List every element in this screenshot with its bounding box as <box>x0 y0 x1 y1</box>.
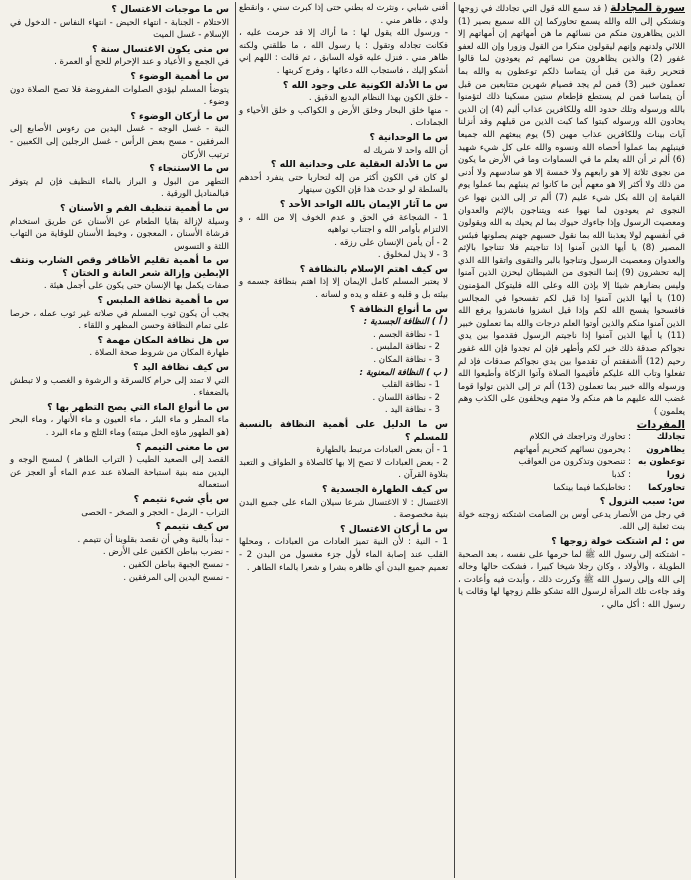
answer-item: - خلق الكون بهذا النظام البديع الدقيق . <box>308 93 448 104</box>
answer: لو كان في الكون أكثر من إله لتحاربا حتى ينفرد أحدهم بالسلطة لو لو حدث هذا فإن الكون سينهار <box>239 172 448 196</box>
vocab-meaning: : تخاطبكما فيما بينكما <box>553 482 631 493</box>
column-left <box>7 2 232 878</box>
list-item: 2 - نظافة الملبس . <box>370 342 440 353</box>
question: س ما أنواع النظافة ؟ <box>349 303 448 315</box>
vocab-term: توعظون به <box>637 457 685 468</box>
question: س كيف الطهارة الجسدية ؟ <box>321 483 448 495</box>
answer: وسيلة لإزالة بقايا الطعام عن الأسنان عن طريق استخدام فرشاة الأسنان ، المعجون ، وخيط الأسنان للوقاية من التهاب اللثة و التسوس <box>10 216 229 252</box>
question: س كيف نتيمم ؟ <box>155 521 229 533</box>
answer: يجب أن يكون ثوب المسلم في صلاته غير ثوب عمله ، حرصا على تمام النظافة وحسن المظهر و اللقاء . <box>10 308 229 332</box>
question: س متى يكون الاغتسال سنة ؟ <box>91 43 229 55</box>
list-item: 3 - نظافة المكان . <box>373 355 440 366</box>
question: س ما الأدلة العقلية على وحدانية الله ؟ <box>270 159 448 171</box>
vocab-meaning: : يحرمون نسائهم كتحريم أمهاتهم <box>513 444 631 455</box>
answer-item: 1 - الشجاعة في الحق و عدم الخوف إلا من الله ، و الالتزام بأوامر الله و اجتناب نواهيه <box>239 212 448 236</box>
question: س ما أركان الوضوء ؟ <box>130 110 229 122</box>
answer-item: 2 - بعض العبادات لا تصح إلا بها كالصلاة و الطواف و التعبد بتلاوة القرآن . <box>239 457 448 481</box>
answer: الاحتلام - الجنابة - انتهاء الحيض - انتهاء النفاس - الدخول في الإسلام - غسل الميت <box>10 17 229 41</box>
answer: في رجل من الأنصار يدعى أوس بن الصامت اشتكته زوجته خولة بنت ثعلبة إلى الله. <box>458 509 685 533</box>
vocab-term: تجادلك <box>656 432 685 443</box>
answer: التي لا تمتد إلى حرام كالسرقة و الرشوة و الغصب و لا تبطش بالضعفاء . <box>10 375 229 399</box>
answer-item: - نضرب بباطن الكفين على الأرض . <box>102 547 229 558</box>
vocab-row <box>458 469 685 482</box>
question: س هل نظافة المكان مهمة ؟ <box>97 334 229 346</box>
answer: لا يعتبر المسلم كامل الإيمان إلا إذا اهتم بنظافة جسمه و بيئته بل و قلبه و عقله و يده و لسانه . <box>239 277 448 301</box>
question: س كيف اهتم الإسلام بالنظافة ؟ <box>299 263 448 275</box>
question: س ما موجبات الاغتسال ؟ <box>111 4 229 15</box>
answer-item: 1 - أن بعض العبادات مرتبط بالطهارة <box>316 445 448 456</box>
answer: التراب - الرمل - الحجر و الصخر - الحصى <box>81 507 229 518</box>
list-item: 1 - نظافة الجسم . <box>373 329 440 340</box>
answer-item: 2 - أن يأمن الإنسان على رزقه . <box>334 237 448 248</box>
answer: في الجمع و الأعياد و عند الإحرام للحج أو العمرة . <box>54 57 229 68</box>
answer: التطهر من البول و البراز بالماء النظيف فإن لم يتوفر فبالمناديل الورقية . <box>10 176 229 200</box>
answer: أفنى شبابي ، ونثرت له بطني حتى إذا كبرت سني ، وانقطع ولدي ، ظاهر مني . <box>239 3 448 26</box>
question: س : لم اشتكت خولة زوجها ؟ <box>551 535 685 547</box>
question: س ما آثار الإيمان بالله الواحد الأحد ؟ <box>279 198 448 210</box>
question: س ما أهمية تنظيف الفم و الأسنان ؟ <box>60 202 229 214</box>
column-middle <box>235 2 451 878</box>
surah-verses: ( قد سمع الله قول التي تجادلك في زوجها وتشتكي إلى الله والله يسمع تحاوركما إن الله سميع بصير (1) الذين يظاهرون منكم من نسائهم ما هن أمهاتهم إن أمهاتهم إلا اللائي ولدنهم وإنهم ليقولون منكرا من القول وزورا وإن الله لعفو غفور (2) والذين يظاهرون من نسائهم ثم يعودون لما قالوا فتحرير رقبة من قبل أن يتماسا ذلكم توعظون به والله بما تعملون خبير (3) فمن لم يجد فصيام شهرين متتابعين من قبل أن يتماسا فمن لم يستطع فإطعام ستين مسكينا ذلك لتؤمنوا بالله ورسوله وتلك حدود الله وللكافرين عذاب أليم (4) إن الذين يحادون الله ورسوله كبتوا كما كبت الذين من قبلهم وقد أنزلنا آيات بينات وللكافرين عذاب مهين (5) يوم يبعثهم الله جميعا فينبئهم بما عملوا أحصاه الله ونسوه والله على كل شيء شهيد (6) ألم تر أن الله يعلم ما في السماوات وما في الأرض ما يكون من نجوى ثلاثة إلا هو رابعهم ولا خمسة إلا هو سادسهم ولا أدنى من ذلك ولا أكثر إلا هو معهم أين ما كانوا ثم ينبئهم بما عملوا يوم القيامة إن الله بكل شيء عليم (7) ألم تر إلى الذين نهوا عن النجوى ثم يعودون لما نهوا عنه ويتناجون بالإثم والعدوان ومعصيت الرسول وإذا جاءوك حيوك بما لم يحيك به الله ويقولون في أنفسهم لولا يعذبنا الله بما نقول حسبهم جهنم يصلونها فبئس المصير (8) يا أيها الذين آمنوا إذا تناجيتم فلا تتناجوا بالإثم والعدوان ومعصيت الرسول وتناجوا بالبر والتقوى واتقوا الله الذي إليه تحشرون (9) إنما النجوى من الشيطان ليحزن الذين آمنوا وليس بضارهم شيئا إلا بإذن الله وعلى الله فليتوكل المؤمنون (10) يا أيها الذين آمنوا إذا قيل لكم تفسحوا في المجالس فافسحوا يفسح الله لكم وإذا قيل انشزوا فانشزوا يرفع الله الذين آمنوا منكم والذين أوتوا العلم درجات والله بما تعملون خبير (11) يا أيها الذين آمنوا إذا ناجيتم الرسول فقدموا بين يدي نجواكم صدقة ذلك خير لكم وأطهر فإن لم تجدوا فإن الله غفور رحيم (12) أأشفقتم أن تقدموا بين يدي نجواكم صدقات فإذ لم تفعلوا وتاب الله عليكم فأقيموا الصلاة وآتوا الزكاة وأطيعوا الله ورسوله والله خبير بما تعملون (13) ألم تر إلى الذين تولوا قوما غضب الله عليهم ما هم منكم ولا منهم ويحلفون على الكذب وهم يعلمون ) <box>458 4 686 417</box>
vocab-row <box>458 431 685 444</box>
vocab-term: تحاوركما <box>648 482 685 493</box>
answer: - ورسول الله يقول لها : ما أراك إلا قد حرمت عليه ، فكانت تجادله وتقول : يا رسول الله ، ما طلقني ولكنه ظاهر مني . فنزل عليه قوله السابق ، ثم قالت : اللهم إني أشكو إليك ، فاستجاب الله دعائها ، وفرج كربتها . <box>239 28 448 76</box>
answer: القصد إلى الصعيد الطيب ( التراب الطاهر ) لمسح الوجه و اليدين منه بنية استباحة الصلاة عند عدم الماء أو العجز عن استعماله <box>10 455 229 491</box>
answer-item: - نمسح الجبهة بباطن الكفين . <box>123 559 229 570</box>
surah-title: سورة المجادلة <box>610 2 685 14</box>
answer: طهارة المكان من شروط صحة الصلاة . <box>89 348 229 359</box>
answer: - اشتكته إلى رسول الله ﷺ لما حرمها على نفسه ، بعد الصحبة الطويلة ، والأولاد ، وكان رجلا شيخا كبيرا ، فشكت حالها وحاله إلى الله وإلى رسول الله ﷺ وكررت ذلك ، وأبدت فيه وأعادت ، وقد جاءت تلك المرأة لرسول الله تشكو ظلم زوجها لها وقالت يا رسول الله : أكل مالي ، <box>458 549 685 610</box>
answer: صفات يكمل بها الإنسان حتى يكون على أجمل هيئة . <box>43 281 229 292</box>
question: س ما الدليل على أهمية النظافة بالنسبة للمسلم ؟ <box>239 419 448 443</box>
list-item: 1 - نظافة القلب <box>381 380 440 391</box>
answer: أن الله واحد لا شريك له <box>363 145 448 156</box>
question: س ما أركان الاغتسال ؟ <box>340 523 448 535</box>
vocab-term: يظاهرون <box>646 444 685 455</box>
question: س بأي شيء نتيمم ؟ <box>133 493 229 505</box>
vocab-term: زورا <box>666 469 685 480</box>
answer: الاغتسال : لا الاغتسال شرعا سيلان الماء على جميع البدن بنية مخصوصة . <box>239 497 448 521</box>
question: س ما أهمية تقليم الأظافر وقص الشارب ونتف الإبطين وإزالة شعر العانة و الختان ؟ <box>10 255 229 279</box>
list-item: 3 - نظافة اليد . <box>384 405 440 416</box>
vocab-title: المفردات <box>636 418 685 431</box>
column-right <box>454 2 688 878</box>
answer-item: - نبدأ بالنية وهي أن نقصد بقلوبنا أن نتيمم . <box>77 534 229 545</box>
answer-item: - منها خلق البحار وخلق الأرض و الكواكب و خلق الأحياء و الجمادات . <box>239 105 448 129</box>
question: س ما أهمية نظافة الملبس ؟ <box>97 295 229 307</box>
answer: يتوضأ المسلم ليؤدي الصلوات المفروضة فلا تصح الصلاة دون وضوء . <box>10 84 229 108</box>
question: س ما الوحدانية ؟ <box>369 131 448 143</box>
answer-item: 3 - لا يذل لمخلوق . <box>377 250 448 261</box>
vocab-meaning: : كذبا <box>611 469 631 480</box>
question: س ما الأدلة الكونية على وجود الله ؟ <box>282 79 448 91</box>
subheading: ( أ ) النظافة الجسدية : <box>363 317 448 328</box>
question: س ما أهمية الوضوء ؟ <box>130 70 229 82</box>
vocab-row <box>458 482 685 495</box>
list-item: 2 - نظافة اللسان . <box>372 392 440 403</box>
vocab-row <box>458 444 685 457</box>
answer: النية - غسل الوجه - غسل اليدين من رءوس الأصابع إلى المرفقين - مسح بعض الرأس - غسل الرجلين إلى الكعبين - ترتيب الأركان <box>10 124 229 160</box>
answer: ماء المطر و ماء البئر ، ماء العيون و ماء الأنهار ، وماء البحر (هو الطهور ماؤه الحل ميتته) وماء الثلج و ماء البرد . <box>10 415 229 438</box>
answer-item: - نمسح اليدين إلى المرفقين . <box>123 572 229 583</box>
question: س كيف نظافة اليد ؟ <box>133 362 229 374</box>
question: س ما أنواع الماء التي يصح التطهر بها ؟ <box>47 401 229 413</box>
answer: 1 - النية : لأن النية تميز العادات من العبادات ، ومحلها القلب عند إصابة الماء لأول جزء مغسول من البدن 2 - تعميم جميع البدن أي ظاهره بشرا و شعرا بالماء الطاهر . <box>239 537 448 573</box>
question: س: سبب النزول ؟ <box>599 496 685 508</box>
subheading: ( ب ) النظافة المعنوية : <box>359 367 448 378</box>
vocab-row <box>458 456 685 469</box>
vocab-meaning: : تنصحون وتذكرون من العواقب <box>518 457 631 468</box>
question: س ما الاستنجاء ؟ <box>149 163 229 175</box>
vocab-meaning: : تحاورك وتراجعك في الكلام <box>529 432 631 443</box>
question: س ما معنى التيمم ؟ <box>135 441 229 453</box>
